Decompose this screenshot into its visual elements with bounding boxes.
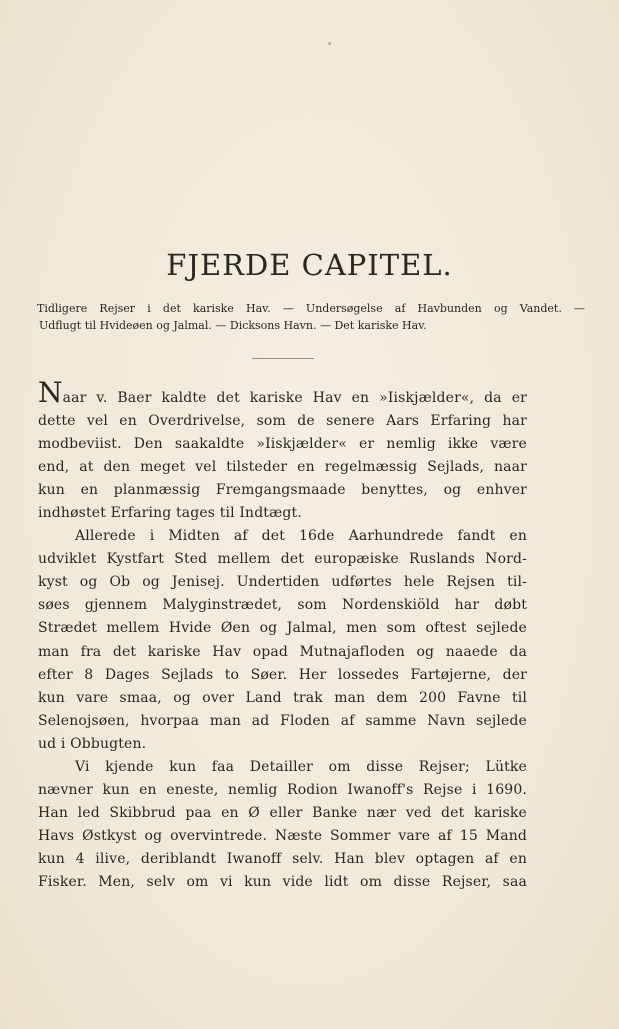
section-divider [252, 358, 314, 359]
text-line: kyst og Ob og Jenisej. Undertiden udførtes hele Rejsen til- [38, 574, 527, 591]
text-line: Havs Østkyst og overvintrede. Næste Sommer vare af 15 Mand [38, 827, 527, 844]
chapter-summary [37, 300, 585, 334]
text-line: efter 8 Dages Sejlads to Søer. Her lossedes Fartøjerne, der [38, 666, 527, 683]
text-line: nævner kun en eneste, nemlig Rodion Iwanoff's Rejse i 1690. [38, 781, 527, 798]
text-line: indhøstet Erfaring tages til Indtægt. [38, 505, 302, 522]
text-line: ud i Obbugten. [38, 735, 147, 752]
text-line: kun vare smaa, og over Land trak man dem 200 Favne til [38, 689, 527, 706]
chapter-title: FJERDE CAPITEL. [166, 248, 453, 282]
text-line: Vi kjende kun faa Detailler om disse Rejser; Lütke [75, 758, 527, 775]
body-text [38, 376, 527, 894]
drop-cap: N [38, 376, 63, 409]
text-line: Allerede i Midten af det 16de Aarhundrede fandt en [75, 528, 527, 545]
text-line: kun 4 ilive, deriblandt Iwanoff selv. Han blev optagen af en [38, 850, 527, 867]
text-line: Selenojsøen, hvorpaa man ad Floden af samme Navn sejlede [38, 712, 527, 729]
text-line: Strædet mellem Hvide Øen og Jalmal, men som oftest sejlede [38, 620, 527, 637]
text-line: udviklet Kystfart Sted mellem det europæiske Ruslands Nord- [38, 551, 527, 568]
text-line: end, at den meget vel tilsteder en regelmæssig Sejlads, naar [38, 459, 527, 476]
paper-speck [328, 42, 331, 45]
text-line: søes gjennem Malyginstrædet, som Nordenskiöld har døbt [38, 597, 527, 614]
summary-line: Tidligere Rejser i det kariske Hav. — Undersøgelse af Havbunden og Vandet. — [37, 302, 585, 315]
text-line: modbeviist. Den saakaldte »Iiskjælder« er nemlig ikke være [38, 436, 527, 453]
text-line: dette vel en Overdrivelse, som de senere Aars Erfaring har [38, 413, 527, 430]
text-line: man fra det kariske Hav opad Mutnajafloden og naaede da [38, 643, 527, 660]
summary-line: Udflugt til Hvideøen og Jalmal. — Dicksons Havn. — Det kariske Hav. [39, 319, 427, 332]
text-line-rest: aar v. Baer kaldte det kariske Hav en »Iiskjælder«, da er [62, 390, 527, 406]
text-line: kun en planmæssig Fremgangsmaade benyttes, og enhver [38, 482, 527, 499]
text-line: Fisker. Men, selv om vi kun vide lidt om disse Rejser, saa [38, 873, 527, 890]
text-line: Han led Skibbrud paa en Ø eller Banke nær ved det kariske [38, 804, 527, 821]
text-line [38, 376, 527, 410]
